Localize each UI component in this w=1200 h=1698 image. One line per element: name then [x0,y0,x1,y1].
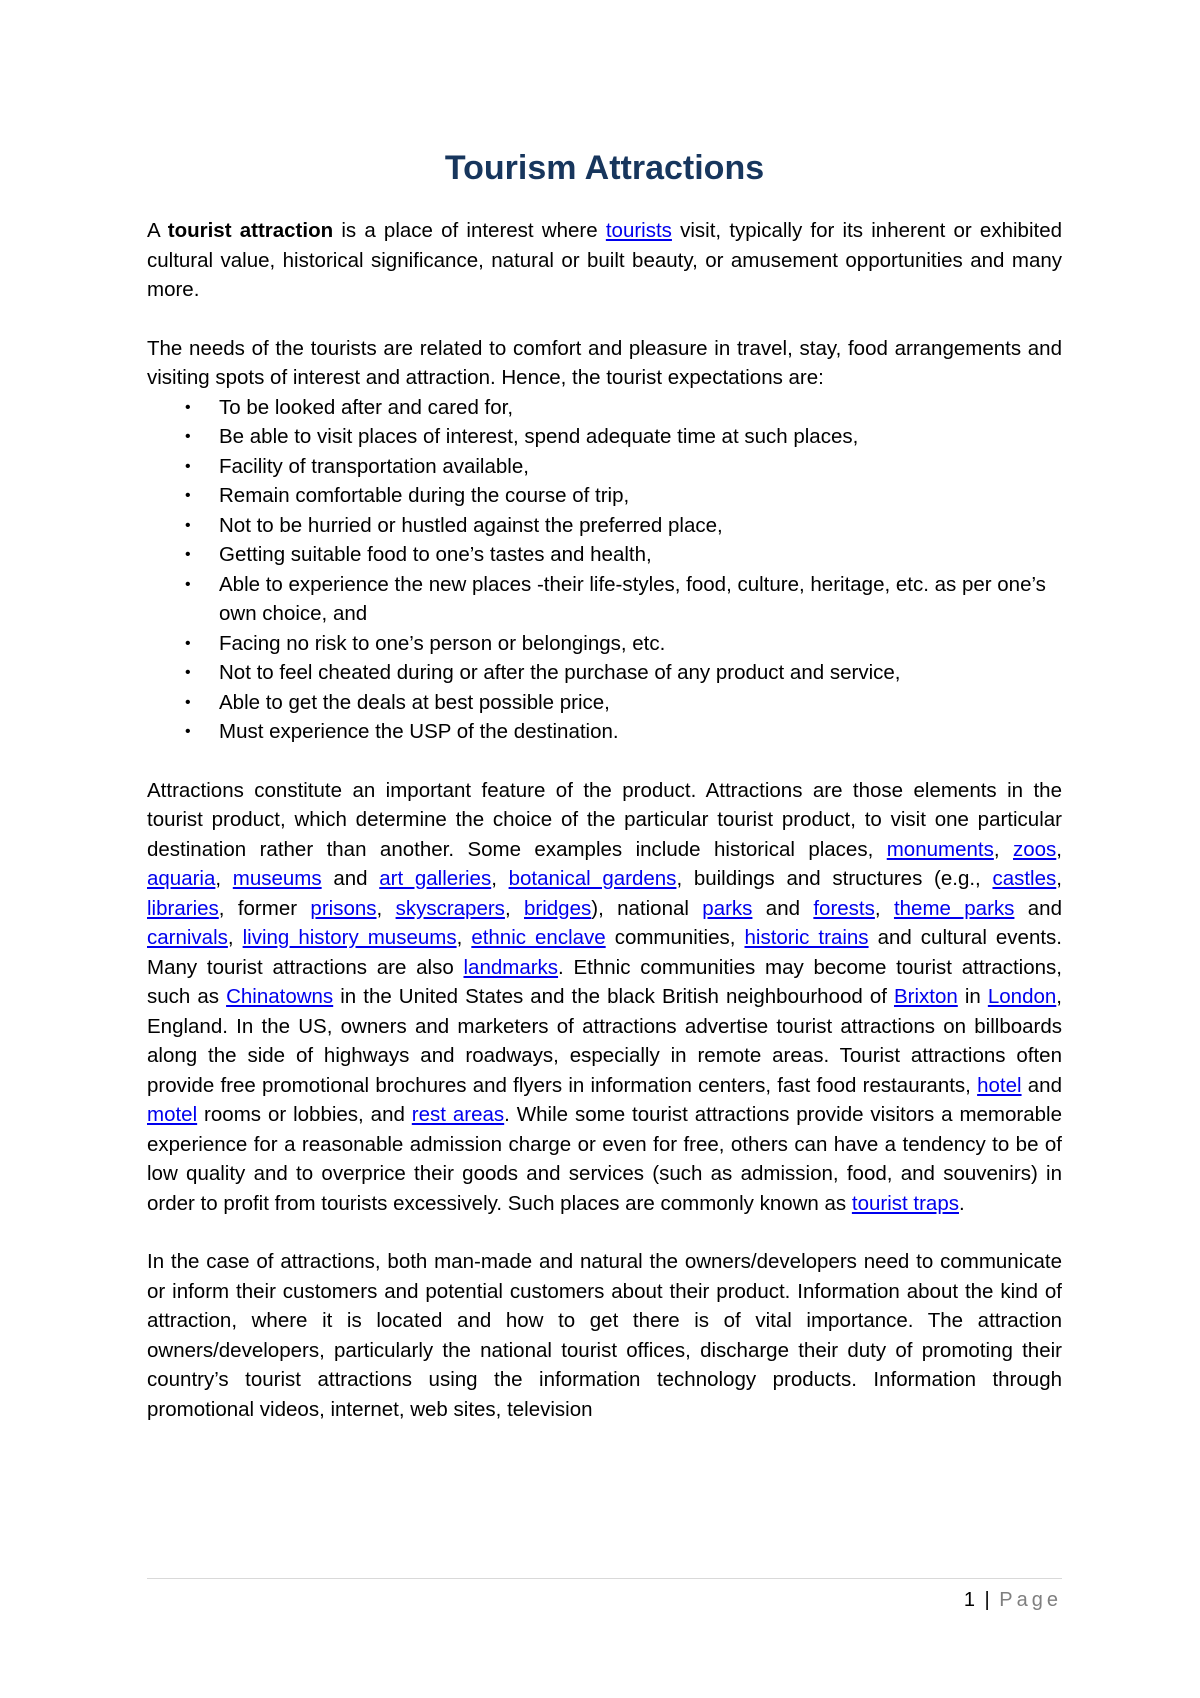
expectations-list [147,393,1062,747]
paragraph-gap [147,305,1062,334]
paragraph-gap [147,1218,1062,1247]
footer-separator: | [984,1589,990,1611]
text: visit, typically for its inherent or exhibited cultural value, historical significance, natural or built beauty, or amusement opportunities and many more. [147,219,1062,301]
text: . Ethnic communities may become tourist attractions, such as [147,955,1062,1008]
text: and cultural events. Many tourist attractions are also [147,926,1062,979]
text: A [147,219,168,242]
link-hotel[interactable]: hotel [977,1073,1022,1097]
link-chinatowns[interactable]: Chinatowns [226,985,334,1008]
bullet-icon: • [185,487,191,504]
list-item [147,511,1062,541]
text: in the United States and the black British neighbourhood of [333,985,894,1008]
bullet-icon: • [185,457,191,475]
link-historic-trains[interactable]: historic trains [744,926,869,949]
list-item [147,688,1062,718]
link-castles[interactable]: castles [992,867,1057,890]
bullet-icon: • [185,428,191,445]
page-label: Page [999,1589,1062,1611]
bullet-icon: • [185,398,191,416]
link-living-history-museums[interactable]: living history museums [242,926,457,949]
list-item-text: To be looked after and cared for, [219,395,514,419]
bullet-icon: • [185,664,191,681]
bullet-icon: • [185,634,191,652]
link-art-galleries[interactable]: art galleries [379,867,492,890]
link-bridges[interactable]: bridges [524,896,592,920]
list-item-text: Able to get the deals at best possible price, [219,690,610,714]
page-title: Tourism Attractions [444,149,765,187]
link-ethnic-enclave[interactable]: ethnic enclave [471,926,606,949]
bullet-icon: • [185,723,191,740]
bullet-icon: • [185,516,191,534]
text: and [1014,896,1062,920]
link-skyscrapers[interactable]: skyscrapers [395,896,505,920]
text: Attractions constitute an important feature of the product. Attractions are those elements in the tourist product, which determine the choice of the particular tourist product, to visit one particular destination rather than another. Some examples include historical places, [147,778,1062,861]
text: , England. In the US, owners and marketers of attractions advertise tourist attractions on billboards along the side of highways and roadways, especially in remote areas. Tourist attractions often provide free promotional brochures and flyers in information centers, fast food restaurants, [147,985,1062,1097]
list-item-text: Able to experience the new places -their life-styles, food, culture, heritage, etc. as per one’s own choice, and [219,572,1046,625]
text: . While some tourist attractions provide visitors a memorable experience for a reasonable admission charge or even for free, others can have a tendency to be of low quality and to overprice their goods and services (such as admission, food, and souvenirs) in order to profit from tourists excessively. Such places are commonly known as [147,1103,1062,1215]
list-item [147,629,1062,659]
list-item-text: Facing no risk to one’s person or belongings, etc. [219,631,666,655]
link-carnivals[interactable]: carnivals [147,926,228,949]
link-rest-areas[interactable]: rest areas [411,1103,505,1126]
list-item [147,717,1062,747]
paragraph-gap [147,747,1062,776]
needs-paragraph: The needs of the tourists are related to comfort and pleasure in travel, stay, food arrangements and visiting spots of interest and attraction. Hence, the tourist expectations are: [147,336,1062,389]
link-libraries[interactable]: libraries [147,896,219,920]
page-footer [147,1578,1062,1612]
list-item [147,570,1062,629]
link-monuments[interactable]: monuments [886,837,994,861]
link-brixton[interactable]: Brixton [893,985,958,1008]
bold-term: tourist attraction [167,219,334,242]
link-zoos[interactable]: zoos [1012,837,1057,861]
list-item-text: Not to feel cheated during or after the purchase of any product and service, [219,661,901,684]
link-london[interactable]: London [987,985,1057,1008]
bullet-icon: • [185,693,191,711]
list-item [147,540,1062,570]
text: . [958,1191,965,1215]
list-item-text: Not to be hurried or hustled against the preferred place, [219,513,723,537]
text: and [1021,1073,1062,1097]
link-tourist-traps[interactable]: tourist traps [851,1191,959,1215]
attractions-paragraph: Attractions constitute an important feature of the product. Attractions are those elements in the tourist product, which determine the choice of the particular tourist product, to visit one particular destination rather than another. Some examples include historical places, monuments, zoos, aquaria, museums and art galleries, botanical gardens, buildings and structures (e.g., castles, libraries, former prisons, skyscrapers, bridges), national parks and forests, theme parks and carnivals, living history museums, ethnic enclave communities, historic trains and cultural events. Many tourist attractions are also landmarks. Ethnic communities may become tourist attractions, such as Chinatowns in the United States and the black British neighbourhood of Brixton in London, England. In the US, owners and marketers of attractions advertise tourist attractions on billboards along the side of highways and roadways, especially in remote areas. Tourist attractions often provide free promotional brochures and flyers in information centers, fast food restaurants, hotel and motel rooms or lobbies, and rest areas. While some tourist attractions provide visitors a memorable experience for a reasonable admission charge or even for free, others can have a tendency to be of low quality and to overprice their goods and services (such as admission, food, and souvenirs) in order to profit from tourists excessively. Such places are commonly known as tourist traps. [147,778,1062,1215]
link-landmarks[interactable]: landmarks [463,955,559,979]
link-museums[interactable]: museums [232,867,322,890]
bullet-icon: • [185,546,191,563]
document-body [147,148,1062,1424]
page-number: 1 [963,1589,975,1611]
text: ), national [591,896,703,920]
text: and [752,896,814,920]
link-theme-parks[interactable]: theme parks [893,896,1015,920]
text: rooms or lobbies, and [197,1103,412,1126]
link-tourists[interactable]: tourists [605,219,672,242]
list-item-text: Be able to visit places of interest, spend adequate time at such places, [219,425,859,448]
text: and [321,867,380,890]
link-motel[interactable]: motel [147,1103,198,1126]
link-prisons[interactable]: prisons [310,896,377,920]
text: , former [218,896,311,920]
link-forests[interactable]: forests [813,896,875,920]
list-item [147,422,1062,452]
text: , buildings and structures (e.g., [676,867,993,890]
list-item-text: Getting suitable food to one’s tastes and health, [219,543,652,566]
text: in [957,985,988,1008]
bullet-icon: • [185,575,191,593]
list-item [147,452,1062,482]
list-item-text: Must experience the USP of the destination. [219,720,619,743]
link-parks[interactable]: parks [702,896,753,920]
intro-paragraph [147,216,1062,305]
link-aquaria[interactable]: aquaria [147,867,216,890]
list-item-text: Remain comfortable during the course of trip, [219,484,630,507]
list-item [147,481,1062,511]
list-item [147,658,1062,688]
text: is a place of interest where [333,219,606,242]
text: communities, [605,926,745,949]
link-botanical-gardens[interactable]: botanical gardens [508,867,677,890]
list-item [147,393,1062,423]
list-item-text: Facility of transportation available, [219,454,529,478]
case-paragraph: In the case of attractions, both man-made and natural the owners/developers need to communicate or inform their customers and potential customers about their product. Information about the kind of attraction, where it is located and how to get there is of vital importance. The attraction owners/developers, particularly the national tourist offices, discharge their duty of promoting their country’s tourist attractions using the information technology products. Information through promotional videos, internet, web sites, television [147,1250,1062,1421]
